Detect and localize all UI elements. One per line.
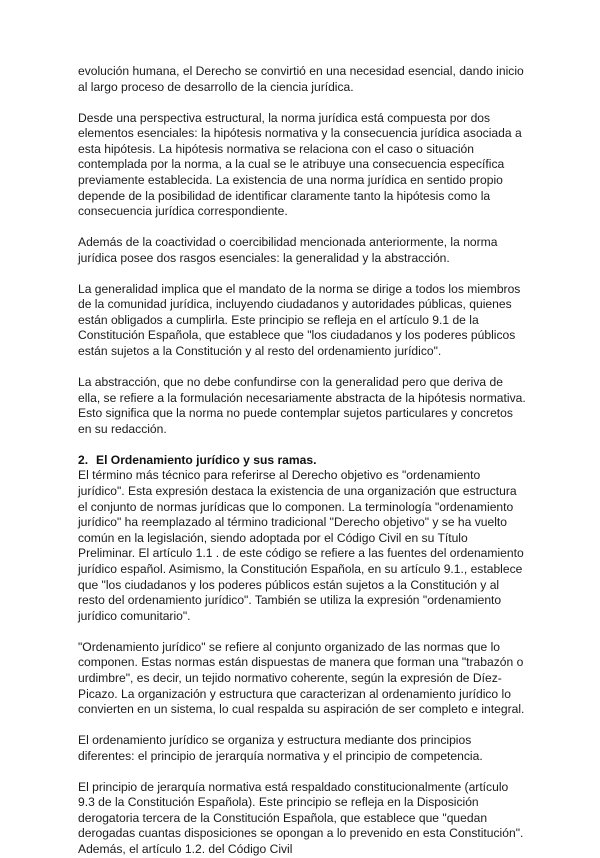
- section-number: 2.: [78, 452, 89, 467]
- paragraph: Desde una perspectiva estructural, la norma jurídica está compuesta por dos elementos esenciales: la hipótesis normativa y la consecuencia jurídica asociada a esta hipótesis. La hipótesis normativa se relaciona con el caso o situación contemplada por la norma, a la cual se le atribuye una consecuencia específica previamente establecida. La existencia de una norma jurídica en sentido propio depende de la posibilidad de identificar claramente tanto la hipótesis como la consecuencia jurídica correspondiente.: [78, 110, 522, 219]
- paragraph: evolución humana, el Derecho se convirtió en una necesidad esencial, dando inicio al largo proceso de desarrollo de la ciencia jurídica.: [78, 64, 524, 94]
- paragraph: La generalidad implica que el mandato de la norma se dirige a todos los miembros de la comunidad jurídica, incluyendo ciudadanos y autoridades públicas, quienes están obligados a cumplirla. Este principio se refleja en el artículo 9.1 de la Constitución Española, que establece que "los ciudadanos y los poderes públicos están sujetos a la Constitución y al resto del ordenamiento jurídico".: [78, 281, 521, 359]
- section-2: [78, 453, 528, 625]
- paragraph: La abstracción, que no debe confundirse con la generalidad pero que deriva de ella, se refiere a la formulación necesariamente abstracta de la hipótesis normativa. Esto significa que la norma no puede contemplar sujetos particulares y concretos en su redacción.: [78, 375, 526, 436]
- paragraph: El término más técnico para referirse al Derecho objetivo es "ordenamiento jurídico". Esta expresión destaca la existencia de una organización que estructura el conjunto de normas jurídicas que lo componen. La terminología "ordenamiento jurídico" ha reemplazado al término tradicional "Derecho objetivo" y se ha vuelto común en la legislación, siendo adoptada por el Código Civil en su Título Preliminar. El artículo 1.1 . de este código se refiere a las fuentes del ordenamiento jurídico español. Asimismo, la Constitución Española, en su artículo 9.1., establece que "los ciudadanos y los poderes públicos están sujetos a la Constitución y al resto del ordenamiento jurídico". También se utiliza la expresión "ordenamiento jurídico comunitario".: [78, 468, 524, 623]
- section-title: El Ordenamiento jurídico y sus ramas.: [96, 452, 317, 467]
- paragraph: Además de la coactividad o coercibilidad mencionada anteriormente, la norma jurídica posee dos rasgos esenciales: la generalidad y la abstracción.: [78, 235, 498, 265]
- section-heading: [78, 453, 528, 469]
- paragraph: El principio de jerarquía normativa está respaldado constitucionalmente (artículo 9.3 de la Constitución Española). Este principio se refleja en la Disposición derogatoria tercera de la Constitución Española, que establece que "quedan derogadas cuantas disposiciones se opongan a lo prevenido en esta Constitución". Además, el artículo 1.2. del Código Civil: [78, 779, 524, 857]
- paragraph: "Ordenamiento jurídico" se refiere al conjunto organizado de las normas que lo componen. Estas normas están dispuestas de manera que forman una "trabazón o urdimbre", es decir, un tejido normativo coherente, según la expresión de Díez-Picazo. La organización y estructura que caracterizan al ordenamiento jurídico lo convierten en un sistema, lo cual respalda su aspiración de ser completo e integral.: [78, 639, 525, 717]
- paragraph: El ordenamiento jurídico se organiza y estructura mediante dos principios diferentes: el principio de jerarquía normativa y el principio de competencia.: [78, 733, 483, 763]
